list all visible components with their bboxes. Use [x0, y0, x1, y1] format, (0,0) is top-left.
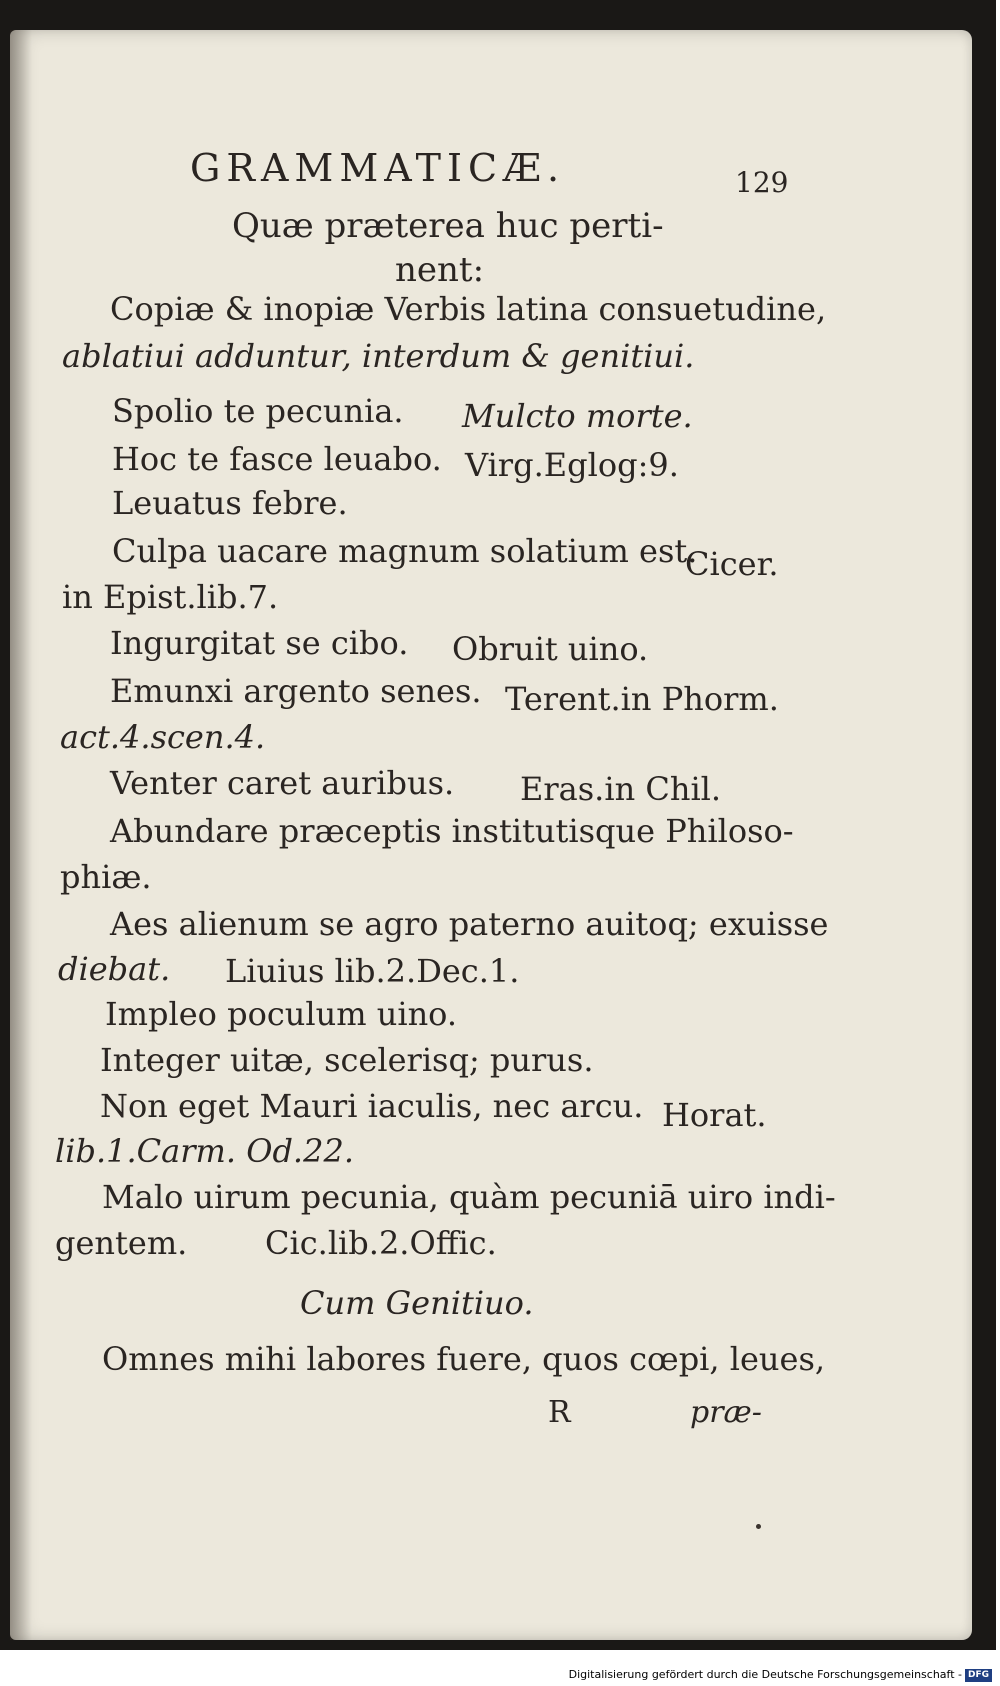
example-line: Emunxi argento senes.: [110, 672, 482, 710]
dfg-logo-icon: DFG: [965, 1669, 992, 1682]
footer-credit-text: Digitalisierung gefördert durch die Deutsche Forschungsgemeinschaft -: [568, 1668, 962, 1681]
example-line: Hoc te fasce leuabo.: [112, 440, 442, 478]
example-line: Aes alienum se agro paterno auitoq; exuisse: [110, 905, 829, 943]
section-heading-line2: nent:: [395, 250, 485, 290]
text-line: ablatiui adduntur, interdum & genitiui.: [62, 337, 695, 375]
citation: lib.1.Carm. Od.22.: [55, 1132, 354, 1170]
text-line: Copiæ & inopiæ Verbis latina consuetudine,: [110, 290, 827, 328]
example-line: Venter caret auribus.: [110, 764, 455, 802]
page-gutter-shadow: [10, 30, 32, 1640]
citation: in Epist.lib.7.: [62, 578, 279, 616]
citation: Cic.lib.2.Offic.: [265, 1224, 497, 1262]
example-line: diebat.: [58, 950, 171, 988]
example-line: Abundare præceptis institutisque Philoso-: [110, 812, 794, 850]
citation: Mulcto morte.: [462, 397, 693, 435]
signature-mark: R: [548, 1395, 571, 1430]
citation: Eras.in Chil.: [520, 770, 722, 808]
citation: Virg.Eglog:9.: [465, 446, 679, 484]
example-line: Ingurgitat se cibo.: [110, 624, 409, 662]
citation: Terent.in Phorm.: [505, 680, 779, 718]
section-heading-line1: Quæ præterea huc perti-: [232, 206, 664, 246]
example-line: Integer uitæ, scelerisq; purus.: [100, 1041, 594, 1079]
example-line: Omnes mihi labores fuere, quos cœpi, leues,: [102, 1340, 826, 1378]
example-line: Leuatus febre.: [112, 484, 348, 522]
example-line: Spolio te pecunia.: [112, 392, 404, 430]
example-line: Culpa uacare magnum solatium est.: [112, 532, 698, 570]
citation: Horat.: [662, 1096, 767, 1134]
example-line: gentem.: [55, 1224, 188, 1262]
example-line: Non eget Mauri iaculis, nec arcu.: [100, 1087, 644, 1125]
running-head: GRAMMATICÆ.: [190, 146, 566, 190]
citation: act.4.scen.4.: [60, 718, 266, 756]
page-number: 129: [735, 166, 789, 199]
citation: Cicer.: [685, 545, 779, 583]
example-line: Impleo poculum uino.: [105, 995, 458, 1033]
catchword: præ-: [690, 1395, 762, 1430]
ink-speck: [756, 1524, 761, 1529]
example-line: phiæ.: [60, 858, 152, 896]
subsection-heading: Cum Genitiuo.: [300, 1284, 534, 1322]
example-line: Obruit uino.: [452, 630, 649, 668]
citation: Liuius lib.2.Dec.1.: [225, 952, 520, 990]
footer-credit: [569, 1668, 992, 1682]
example-line: Malo uirum pecunia, quàm pecuniā uiro indi-: [102, 1178, 836, 1216]
